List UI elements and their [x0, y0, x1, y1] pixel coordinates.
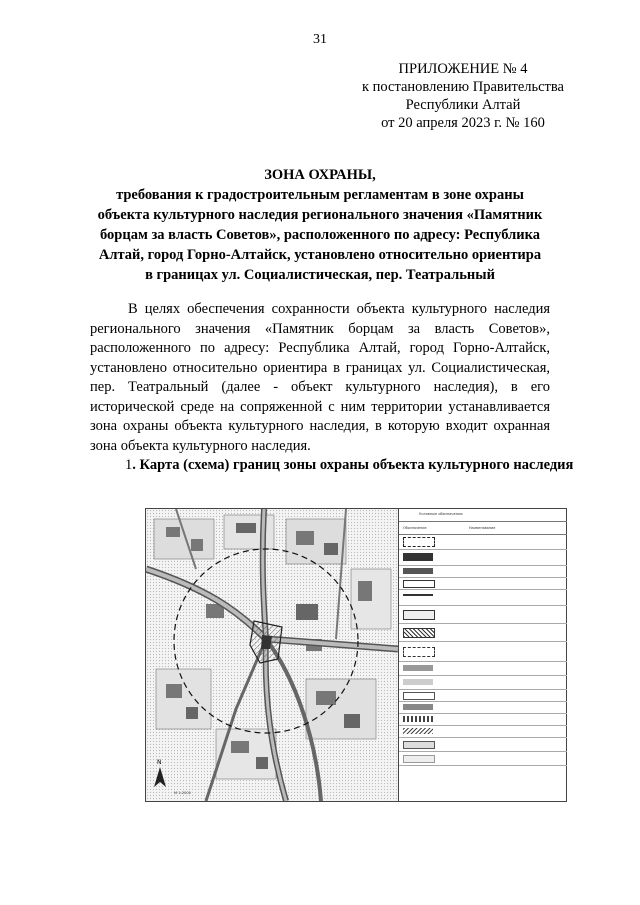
section-title: . Карта (схема) границ зоны охраны объекта культурного наследия — [132, 457, 574, 473]
zone-map — [146, 509, 398, 801]
map-block — [154, 519, 214, 559]
legend-symbol — [403, 580, 435, 588]
legend-symbol — [403, 716, 433, 722]
map-building — [231, 741, 249, 753]
legend-row — [399, 605, 567, 624]
map-building — [191, 539, 203, 551]
section-heading — [125, 457, 595, 474]
legend-row — [399, 737, 567, 752]
appendix-line-2: к постановлению Правительства — [362, 79, 564, 95]
appendix-block — [350, 60, 576, 132]
map-building — [358, 581, 372, 601]
page-number: 31 — [313, 32, 327, 47]
legend-symbol — [403, 647, 435, 657]
map-block — [286, 519, 346, 564]
map-building — [316, 691, 336, 705]
legend-symbol — [403, 704, 433, 710]
map-building — [166, 684, 182, 698]
legend-symbol — [403, 755, 435, 763]
map-block — [306, 679, 376, 739]
legend-title: Условные обозначения — [419, 512, 463, 516]
legend-row — [399, 623, 567, 642]
section-number: 1 — [125, 457, 133, 473]
map-block — [216, 729, 276, 779]
appendix-line-1: ПРИЛОЖЕНИЕ № 4 — [398, 61, 528, 77]
legend-row — [399, 641, 567, 662]
legend-row — [399, 751, 567, 766]
appendix-line-3: Республики Алтай — [405, 97, 521, 113]
legend-symbol — [403, 692, 435, 700]
legend-col-symbol: Обозначение — [403, 526, 427, 530]
legend-symbol — [403, 537, 435, 547]
legend-symbol — [403, 728, 433, 734]
appendix-line-4: от 20 апреля 2023 г. № 160 — [381, 115, 545, 131]
legend-symbol — [403, 594, 433, 602]
title-body: требования к градостроительным регламентам в зоне охраны объекта культурного наследия регионального значения «Памятник борцам за власть Советов», расположенного по адресу: Республика Алтай, город Горно-Алтайск, установлено относительно ориентира в границах ул. Социалистическая, пер. Театральный — [97, 187, 543, 283]
svg-text:N: N — [157, 759, 162, 766]
document-title — [95, 165, 545, 285]
map-building — [256, 757, 268, 769]
map-scale: М 1:2000 — [174, 791, 191, 795]
legend-row — [399, 549, 567, 566]
map-building — [344, 714, 360, 728]
zone-map-figure — [145, 508, 567, 802]
map-building — [324, 543, 338, 555]
map-building — [296, 531, 314, 545]
map-block — [156, 669, 211, 729]
legend-row — [399, 675, 567, 690]
map-building — [186, 707, 198, 719]
legend-symbol — [403, 610, 435, 620]
map-building — [166, 527, 180, 537]
legend-row — [399, 661, 567, 676]
map-legend — [398, 509, 567, 801]
legend-col-name: Наименование — [469, 526, 496, 530]
legend-row — [399, 533, 567, 550]
legend-symbol — [403, 679, 433, 685]
legend-symbol — [403, 568, 433, 574]
legend-row — [399, 589, 567, 606]
legend-symbol — [403, 741, 435, 749]
map-building — [236, 523, 256, 533]
title-head: ЗОНА ОХРАНЫ, — [264, 167, 376, 183]
body-paragraph: В целях обеспечения сохранности объекта культурного наследия регионального значения «Памятник борцам за власть Советов», расположенного по адресу: Республика Алтай, город Горно-Алтайск, установлено относительно ориентира в границах ул. Социалистическая, пер. Театральный (далее - объект культурного наследия), в его исторической среде на сопряженной с ним территории устанавливается зона охраны объекта культурного наследия, в которую входит охранная зона объекта культурного наследия. — [90, 301, 550, 454]
legend-symbol — [403, 665, 433, 671]
legend-symbol — [403, 553, 433, 561]
legend-symbol — [403, 628, 435, 638]
map-building — [296, 604, 318, 620]
